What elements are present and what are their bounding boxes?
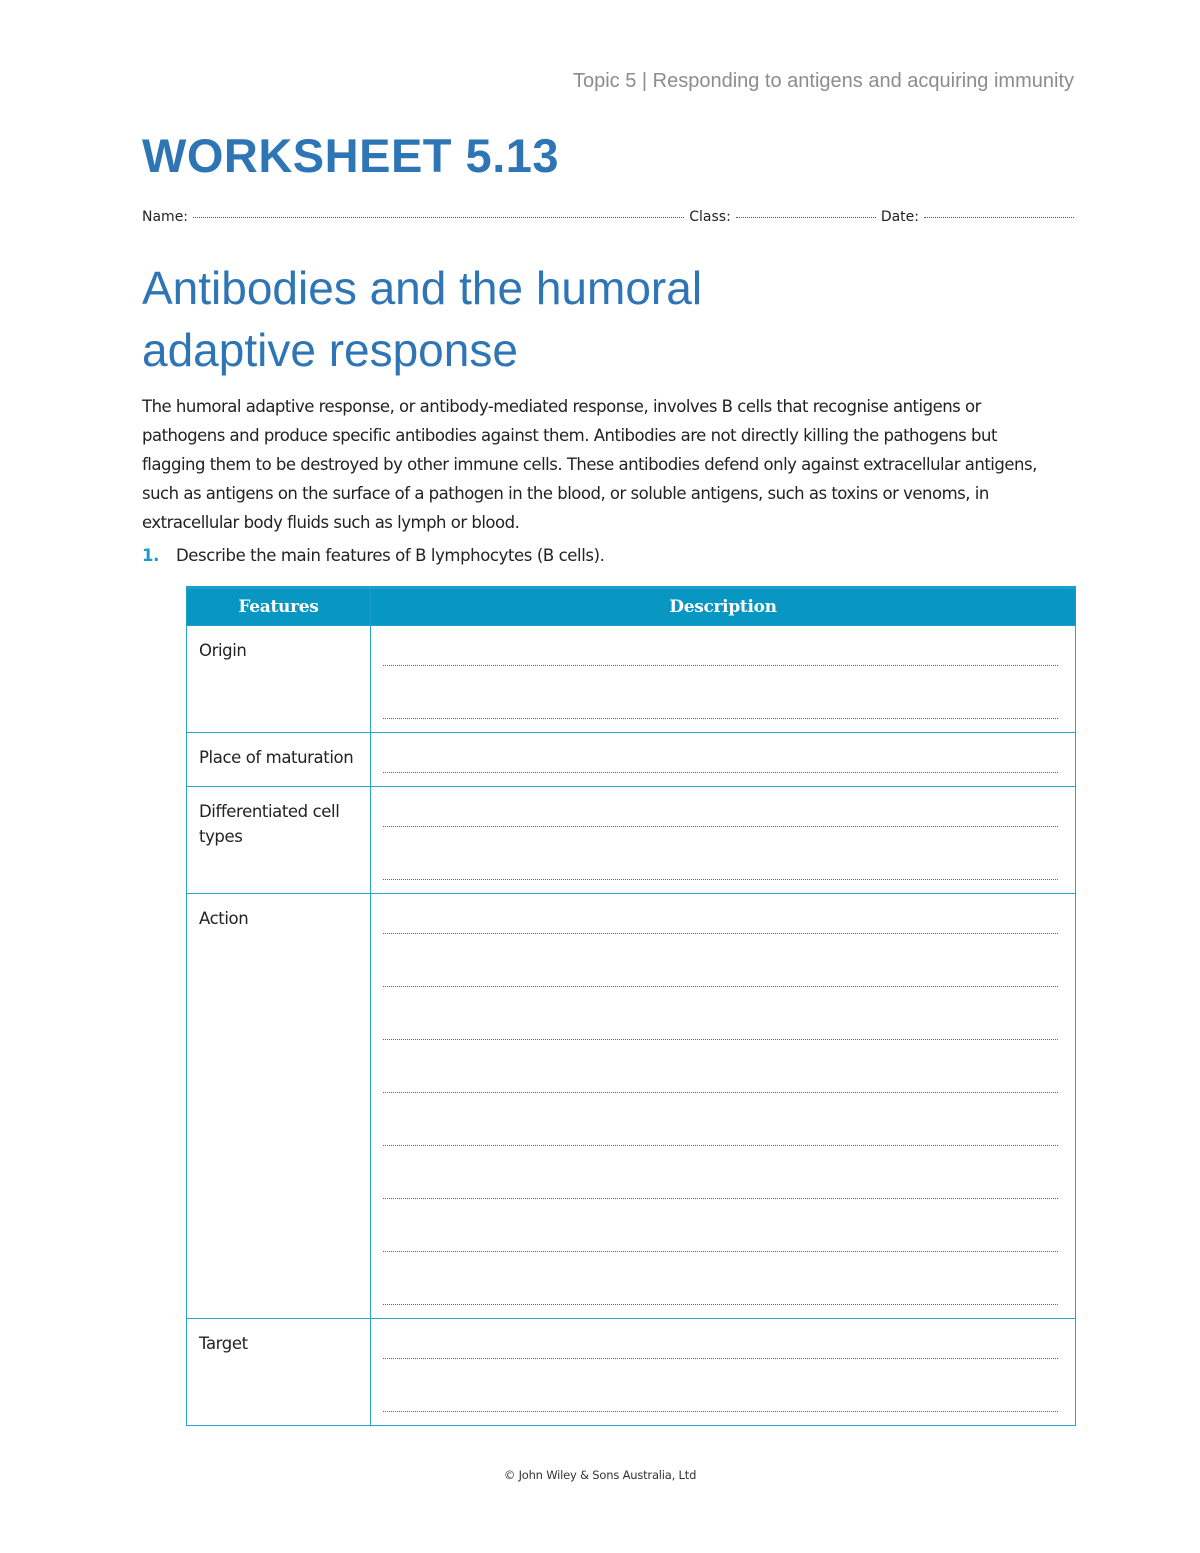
- copyright-footer: © John Wiley & Sons Australia, Ltd: [503, 1468, 697, 1482]
- topic-header: Topic 5 | Responding to antigens and acquiring immunity: [572, 70, 1074, 92]
- description-cell: [371, 1319, 1076, 1426]
- answer-line[interactable]: [383, 894, 1058, 947]
- description-cell: [371, 787, 1076, 894]
- intro-paragraph: The humoral adaptive response, or antibody-mediated response, involves B cells that recognise antigens or pathogens and produce specific antibodies against them. Antibodies are not directly killing the pathogens but flagging them to be destroyed by other immune cells. These antibodies defend only against extracellular antigens, such as antigens on the surface of a pathogen in the blood, or soluble antigens, such as toxins or venoms, in extracellular body fluids such as lymph or blood.: [142, 397, 1037, 532]
- answer-line[interactable]: [383, 679, 1058, 732]
- features-table: [186, 586, 1076, 1426]
- feature-cell: Action: [187, 894, 371, 1319]
- answer-line[interactable]: [383, 1000, 1058, 1053]
- answer-line[interactable]: [383, 840, 1058, 893]
- answer-line[interactable]: [383, 787, 1058, 840]
- question-number: 1.: [142, 546, 159, 565]
- page-title-line-2: adaptive response: [142, 324, 518, 376]
- question-1: [142, 546, 605, 565]
- answer-line[interactable]: [383, 1265, 1058, 1318]
- table-row: [187, 733, 1076, 787]
- date-label: Date:: [880, 209, 919, 225]
- feature-cell: Target: [187, 1319, 371, 1426]
- feature-cell: Differentiated cell types: [187, 787, 371, 894]
- table-row: [187, 894, 1076, 1319]
- feature-cell: Place of maturation: [187, 733, 371, 787]
- answer-line[interactable]: [383, 1053, 1058, 1106]
- answer-line[interactable]: [383, 733, 1058, 786]
- table-row: [187, 626, 1076, 733]
- name-label: Name:: [142, 209, 189, 225]
- answer-line[interactable]: [383, 1212, 1058, 1265]
- class-label: Class:: [689, 209, 731, 225]
- features-column-header: Features: [187, 588, 371, 626]
- table-row: [187, 787, 1076, 894]
- page-title: [142, 257, 702, 381]
- table-body: [187, 626, 1076, 1426]
- answer-line[interactable]: [383, 1159, 1058, 1212]
- date-field[interactable]: [924, 217, 1074, 218]
- answer-line[interactable]: [383, 947, 1058, 1000]
- answer-line[interactable]: [383, 1106, 1058, 1159]
- worksheet-title: WORKSHEET 5.13: [142, 129, 560, 182]
- answer-line[interactable]: [383, 1319, 1058, 1372]
- description-cell: [371, 626, 1076, 733]
- class-field[interactable]: [736, 217, 876, 218]
- name-field[interactable]: [193, 217, 684, 218]
- answer-line[interactable]: [383, 1372, 1058, 1425]
- description-cell: [371, 733, 1076, 787]
- question-text: Describe the main features of B lymphocytes (B cells).: [176, 546, 605, 565]
- table-header-row: [187, 588, 1076, 626]
- description-column-header: Description: [371, 588, 1076, 626]
- student-info-line: [142, 209, 1074, 225]
- table-row: [187, 1319, 1076, 1426]
- answer-line[interactable]: [383, 626, 1058, 679]
- page-title-line-1: Antibodies and the humoral: [142, 262, 703, 314]
- feature-cell: Origin: [187, 626, 371, 733]
- description-cell: [371, 894, 1076, 1319]
